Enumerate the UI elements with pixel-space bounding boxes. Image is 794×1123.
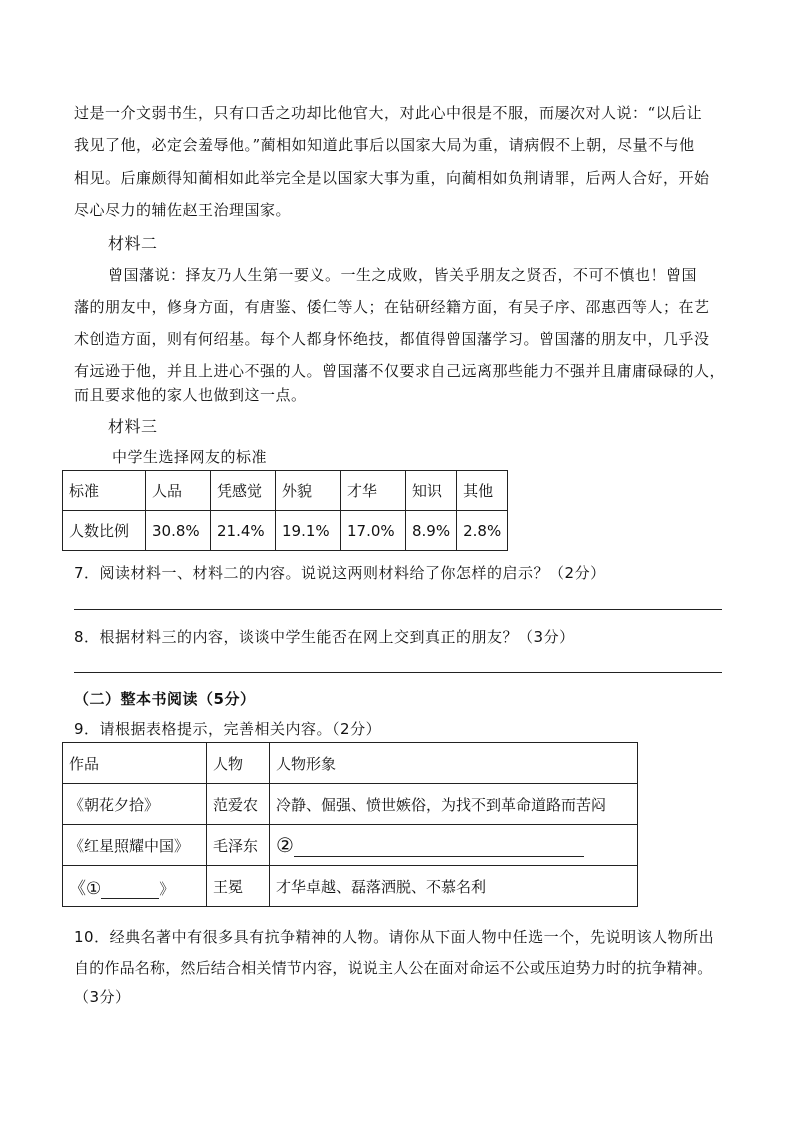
text-line: 而且要求他的家人也做到这一点。	[74, 386, 307, 404]
table-cell: 毛泽东	[207, 825, 270, 866]
question-7: 7．阅读材料一、材料二的内容。说说这两则材料给了你怎样的启示？（2分）	[74, 564, 606, 582]
table-cell: 21.4%	[211, 511, 276, 551]
text-line: 尽心尽力的辅佐赵王治理国家。	[74, 201, 292, 219]
table-cell: 30.8%	[146, 511, 211, 551]
table-cell: 8.9%	[406, 511, 457, 551]
table-row	[63, 471, 508, 511]
text-line: 曾国藩说：择友乃人生第一要义。一生之成败，皆关乎朋友之贤否，不可不慎也！曾国	[108, 266, 698, 284]
answer-line-q7[interactable]	[74, 609, 722, 610]
text-line: （3分）	[74, 988, 131, 1006]
table-cell: 知识	[406, 471, 457, 511]
table-cell	[63, 866, 207, 907]
table-title: 中学生选择网友的标准	[112, 448, 268, 466]
text-line: 我见了他，必定会羞辱他。”蔺相如知道此事后以国家大局为重，请病假不上朝，尽量不与他	[74, 136, 695, 154]
text-line: 藩的朋友中，修身方面，有唐鉴、倭仁等人；在钻研经籍方面，有吴子序、邵惠西等人；在艺	[74, 298, 710, 316]
answer-line-q8[interactable]	[74, 672, 722, 673]
table-cell: 《朝花夕拾》	[63, 784, 207, 825]
table-row	[63, 866, 638, 907]
table-cell: 19.1%	[276, 511, 341, 551]
book-character-table	[62, 742, 638, 907]
text-line: 相见。后廉颇得知蔺相如此举完全是以国家大事为重，向蔺相如负荆请罪，后两人合好，开始	[74, 169, 710, 187]
text-line: 10．经典名著中有很多具有抗争精神的人物。请你从下面人物中任选一个，先说明该人物所出	[74, 928, 715, 946]
table-row	[63, 511, 508, 551]
text-line: 有远逊于他，并且上进心不强的人。曾国藩不仅要求自己远离那些能力不强并且庸庸碌碌的人，	[74, 362, 726, 380]
table-cell: 17.0%	[341, 511, 406, 551]
table-cell: 才华	[341, 471, 406, 511]
table-cell: 人品	[146, 471, 211, 511]
table-cell: 王冕	[207, 866, 270, 907]
section-heading: （二）整本书阅读（5分）	[74, 690, 256, 708]
table-row	[63, 784, 638, 825]
blank-marker: 《①	[69, 878, 102, 899]
table-cell	[270, 825, 638, 866]
text-line: 自的作品名称，然后结合相关情节内容，说说主人公在面对命运不公或压迫势力时的抗争精神。	[74, 959, 713, 977]
question-9: 9．请根据表格提示，完善相关内容。（2分）	[74, 720, 382, 738]
table-cell: 人物	[207, 743, 270, 784]
table-cell: 2.8%	[457, 511, 508, 551]
text-line: 过是一介文弱书生，只有口舌之功却比他官大，对此心中很是不服，而屡次对人说：“以后让	[74, 104, 703, 122]
table-cell: 人物形象	[270, 743, 638, 784]
material3-heading: 材料三	[108, 417, 158, 436]
blank-marker: ②	[276, 833, 294, 857]
table-cell: 《红星照耀中国》	[63, 825, 207, 866]
question-8: 8．根据材料三的内容，谈谈中学生能否在网上交到真正的朋友？（3分）	[74, 628, 575, 646]
text-line: 术创造方面，则有何绍基。每个人都身怀绝技，都值得曾国藩学习。曾国藩的朋友中，几乎没	[74, 330, 710, 348]
table-row	[63, 743, 638, 784]
table-row	[63, 825, 638, 866]
table-cell: 凭感觉	[211, 471, 276, 511]
fill-blank-2[interactable]	[294, 840, 584, 857]
table-cell: 范爱农	[207, 784, 270, 825]
material2-heading: 材料二	[108, 234, 158, 253]
table-cell: 其他	[457, 471, 508, 511]
online-friend-criteria-table	[62, 470, 508, 551]
fill-blank-1[interactable]	[101, 882, 159, 899]
table-cell: 作品	[63, 743, 207, 784]
table-cell: 冷静、倔强、愤世嫉俗，为找不到革命道路而苦闷	[270, 784, 638, 825]
table-cell: 人数比例	[63, 511, 146, 551]
table-cell: 外貌	[276, 471, 341, 511]
table-cell: 标准	[63, 471, 146, 511]
book-title-close: 》	[159, 879, 175, 898]
table-cell: 才华卓越、磊落洒脱、不慕名利	[270, 866, 638, 907]
